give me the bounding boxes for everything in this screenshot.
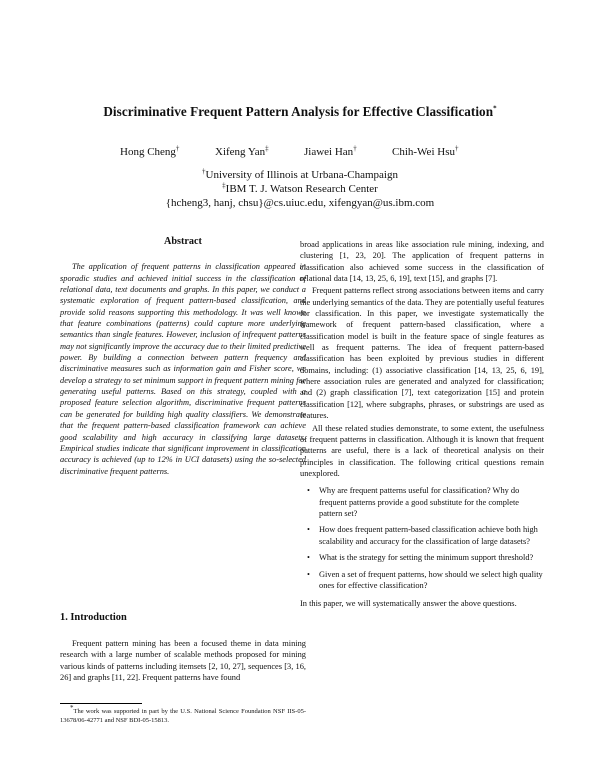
intro-paragraph: Frequent pattern mining has been a focused theme in data mining research with a large number of scalable methods proposed for mining various kinds of patterns including itemsets [2, 10, 27], sequences [3, 16, 26] and graphs [11, 22]. Frequent patterns have found xyxy=(60,639,306,683)
list-item: • What is the strategy for setting the minimum support threshold? xyxy=(300,552,544,563)
author: Jiawei Han† xyxy=(304,144,357,158)
footnote: *The work was supported in part by the U.S. National Science Foundation NSF IIS-05-13678/06-42771 and NSF BDI-05-15813. xyxy=(60,704,306,724)
left-column xyxy=(60,236,306,683)
paper-title xyxy=(0,104,600,120)
question-list xyxy=(300,485,544,591)
paper-title-text: Discriminative Frequent Pattern Analysis for Effective Classification xyxy=(103,104,494,119)
author-list xyxy=(0,146,600,160)
affiliation: †University of Illinois at Urbana-Champaign xyxy=(202,167,398,181)
list-item: • How does frequent pattern-based classification achieve both high scalability and accuracy for the classification of large datasets? xyxy=(300,524,544,547)
author: Hong Cheng† xyxy=(120,144,180,158)
section-heading-introduction: 1. Introduction xyxy=(60,612,127,623)
intro-paragraph: In this paper, we will systematically answer the above questions. xyxy=(300,598,517,608)
list-item: • Why are frequent patterns useful for classification? Why do frequent patterns provide a good substitute for the complete pattern set? xyxy=(300,485,544,519)
intro-paragraph: All these related studies demonstrate, to some extent, the usefulness of frequent patterns in classification. Although it is known that frequent patterns are useful, there is a lack of theoretical analysis on their principles in classification. The following critical questions remain unexplored. xyxy=(300,423,544,478)
intro-paragraph: Frequent patterns reflect strong associations between items and carry the underlying semantics of the data. They are potentially useful features for classification. In this paper, we investigate systematically the framework of frequent pattern-based classification, where a classification model is built in the feature space of single features as well as frequent patterns. The idea of frequent pattern-based classification has been exploited by previous studies in different domains, including: (1) associative classification [14, 13, 25, 6, 19], where association rules are generated and analyzed for classification; and (2) graph classification [7], text categorization [15] and protein classification [12], where subgraphs, phrases, or substrings are used as features. xyxy=(300,286,544,421)
author: Xifeng Yan‡ xyxy=(215,144,269,158)
list-item: • Given a set of frequent patterns, how should we select high quality ones for effective classification? xyxy=(300,569,544,592)
right-column xyxy=(300,239,544,609)
author: Chih-Wei Hsu† xyxy=(392,144,459,158)
intro-paragraph: broad applications in areas like association rule mining, indexing, and clustering [1, 23, 20]. The application of frequent patterns in classification also achieved some success in the classification of relational data [14, 13, 25, 6, 19], text [15], and graphs [7]. xyxy=(300,240,544,284)
affiliation: ‡IBM T. J. Watson Research Center xyxy=(222,181,378,195)
author-emails: {hcheng3, hanj, chsu}@cs.uiuc.edu, xifengyan@us.ibm.com xyxy=(165,197,435,209)
abstract-heading: Abstract xyxy=(164,236,202,247)
title-footnote-mark: * xyxy=(493,104,497,113)
abstract-text: The application of frequent patterns in classification appeared in sporadic studies and achieved initial success in the classification of relational data, text documents and graphs. In this paper, we conduct a systematic exploration of frequent pattern-based classification, and provide solid reasons supporting this methodology. It was well known that feature combinations (patterns) could capture more underlying semantics than single features. However, inclusion of infrequent patterns may not significantly improve the accuracy due to their limited predictive power. By building a connection between pattern frequency and discriminative measures such as information gain and Fisher score, we develop a strategy to set minimum support in frequent pattern mining for generating useful patterns. Based on this strategy, coupled with a proposed feature selection algorithm, discriminative frequent patterns can be generated for building high quality classifiers. We demonstrate that the frequent pattern-based classification framework can achieve good scalability and high accuracy in classifying large datasets. Empirical studies indicate that significant improvement in classification accuracy is achieved (up to 12% in UCI datasets) using the so-selected discriminative frequent patterns. xyxy=(60,262,306,476)
